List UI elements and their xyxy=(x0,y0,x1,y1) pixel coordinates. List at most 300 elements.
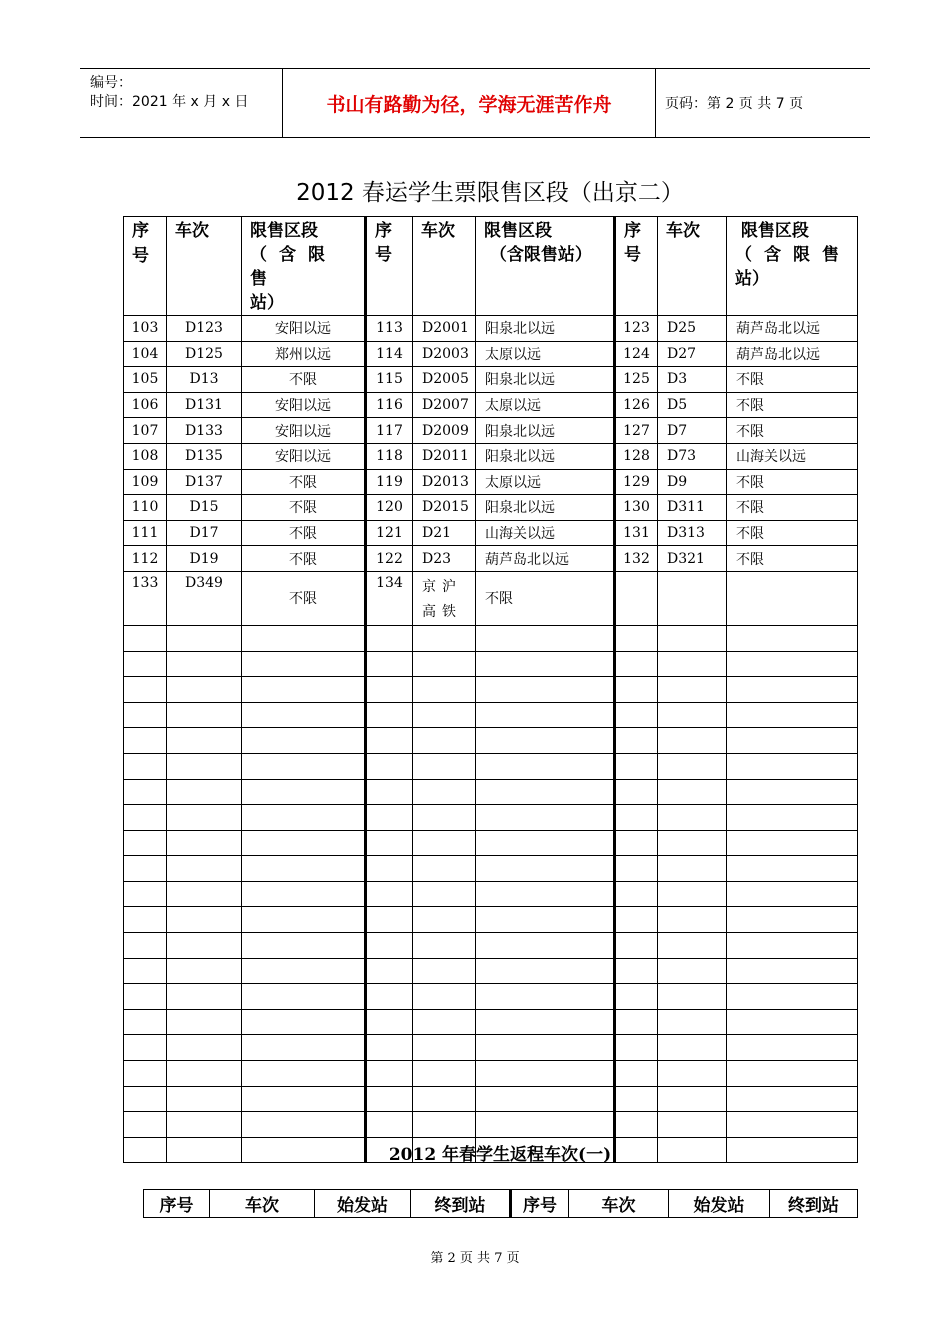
train-cell: D2009 xyxy=(413,418,476,444)
return-header-cell: 始发站 xyxy=(315,1190,411,1218)
section-cell: 不限 xyxy=(727,520,858,546)
section-cell: 不限 xyxy=(727,418,858,444)
seq-cell: 122 xyxy=(366,546,413,572)
seq-cell xyxy=(615,571,658,625)
empty-cell xyxy=(366,1061,413,1087)
empty-cell xyxy=(242,779,366,805)
train-cell: D7 xyxy=(658,418,727,444)
header-meta xyxy=(80,69,282,137)
empty-row xyxy=(124,1035,858,1061)
empty-cell xyxy=(615,702,658,728)
empty-cell xyxy=(242,1035,366,1061)
seq-cell: 128 xyxy=(615,443,658,469)
empty-cell xyxy=(167,881,242,907)
empty-cell xyxy=(615,1009,658,1035)
empty-cell xyxy=(727,1061,858,1087)
empty-cell xyxy=(615,958,658,984)
empty-cell xyxy=(167,1112,242,1138)
train-cell: D17 xyxy=(167,520,242,546)
empty-cell xyxy=(124,856,167,882)
empty-cell xyxy=(413,728,476,754)
empty-cell xyxy=(727,1035,858,1061)
seq-cell: 110 xyxy=(124,495,167,521)
return-header-cell: 始发站 xyxy=(669,1190,770,1218)
seq-cell: 116 xyxy=(366,392,413,418)
seq-cell: 119 xyxy=(366,469,413,495)
empty-cell xyxy=(366,625,413,651)
empty-cell xyxy=(413,1035,476,1061)
seq-cell: 117 xyxy=(366,418,413,444)
empty-cell xyxy=(242,805,366,831)
empty-cell xyxy=(167,779,242,805)
empty-cell xyxy=(242,984,366,1010)
empty-cell xyxy=(476,728,615,754)
empty-row xyxy=(124,779,858,805)
seq-cell: 130 xyxy=(615,495,658,521)
empty-cell xyxy=(167,933,242,959)
empty-cell xyxy=(615,1112,658,1138)
empty-cell xyxy=(413,702,476,728)
number-label: 编号： xyxy=(90,75,132,91)
empty-cell xyxy=(167,677,242,703)
seq-cell: 134 xyxy=(366,571,413,625)
section-cell: 山海关以远 xyxy=(727,443,858,469)
train-cell: D2011 xyxy=(413,443,476,469)
empty-cell xyxy=(366,856,413,882)
empty-cell xyxy=(413,753,476,779)
train-cell: D133 xyxy=(167,418,242,444)
seq-cell: 108 xyxy=(124,443,167,469)
train-cell: D313 xyxy=(658,520,727,546)
empty-row xyxy=(124,1112,858,1138)
train-cell: D5 xyxy=(658,392,727,418)
table-row xyxy=(124,367,858,393)
col-seq: 序 号 xyxy=(366,217,413,316)
return-header-cell: 车次 xyxy=(569,1190,669,1218)
empty-cell xyxy=(413,677,476,703)
table-row xyxy=(124,469,858,495)
empty-cell xyxy=(366,1009,413,1035)
empty-cell xyxy=(124,1035,167,1061)
empty-row xyxy=(124,958,858,984)
empty-cell xyxy=(658,830,727,856)
empty-cell xyxy=(366,677,413,703)
section-cell: 阳泉北以远 xyxy=(476,495,615,521)
table-header-row xyxy=(124,217,858,316)
train-cell: D125 xyxy=(167,341,242,367)
empty-cell xyxy=(658,805,727,831)
empty-cell xyxy=(476,1009,615,1035)
train-cell: D321 xyxy=(658,546,727,572)
seq-cell: 114 xyxy=(366,341,413,367)
empty-cell xyxy=(615,625,658,651)
return-header-cell: 终到站 xyxy=(411,1190,511,1218)
section-cell: 不限 xyxy=(242,520,366,546)
train-cell: D73 xyxy=(658,443,727,469)
seq-cell: 121 xyxy=(366,520,413,546)
empty-cell xyxy=(615,933,658,959)
section-cell: 阳泉北以远 xyxy=(476,443,615,469)
empty-cell xyxy=(242,1112,366,1138)
empty-cell xyxy=(476,1035,615,1061)
train-cell: D19 xyxy=(167,546,242,572)
section-cell: 不限 xyxy=(242,495,366,521)
section-cell: 安阳以远 xyxy=(242,443,366,469)
empty-cell xyxy=(413,651,476,677)
train-cell: D13 xyxy=(167,367,242,393)
section-cell: 阳泉北以远 xyxy=(476,316,615,342)
seq-cell: 118 xyxy=(366,443,413,469)
train-cell: D21 xyxy=(413,520,476,546)
empty-cell xyxy=(658,1086,727,1112)
empty-row xyxy=(124,728,858,754)
empty-row xyxy=(124,1061,858,1087)
empty-cell xyxy=(124,753,167,779)
return-header-cell: 终到站 xyxy=(770,1190,858,1218)
empty-cell xyxy=(124,805,167,831)
empty-cell xyxy=(727,1009,858,1035)
empty-cell xyxy=(658,1035,727,1061)
empty-cell xyxy=(242,907,366,933)
empty-row xyxy=(124,907,858,933)
table-row xyxy=(124,443,858,469)
seq-cell: 120 xyxy=(366,495,413,521)
section-cell: 不限 xyxy=(242,367,366,393)
empty-cell xyxy=(124,702,167,728)
train-cell: D137 xyxy=(167,469,242,495)
empty-cell xyxy=(658,728,727,754)
empty-cell xyxy=(124,625,167,651)
return-trains-table xyxy=(143,1189,858,1218)
restriction-table xyxy=(123,216,858,1163)
empty-cell xyxy=(615,677,658,703)
section-cell: 葫芦岛北以远 xyxy=(727,341,858,367)
empty-cell xyxy=(124,779,167,805)
empty-cell xyxy=(727,856,858,882)
empty-cell xyxy=(615,830,658,856)
empty-cell xyxy=(413,625,476,651)
empty-cell xyxy=(124,881,167,907)
empty-cell xyxy=(167,958,242,984)
empty-cell xyxy=(615,1086,658,1112)
train-cell: D123 xyxy=(167,316,242,342)
train-cell: D25 xyxy=(658,316,727,342)
empty-cell xyxy=(615,651,658,677)
empty-cell xyxy=(615,728,658,754)
empty-cell xyxy=(476,702,615,728)
seq-cell: 123 xyxy=(615,316,658,342)
empty-cell xyxy=(242,702,366,728)
return-header-cell: 车次 xyxy=(210,1190,315,1218)
train-cell: D3 xyxy=(658,367,727,393)
empty-row xyxy=(124,984,858,1010)
empty-cell xyxy=(658,907,727,933)
empty-cell xyxy=(413,1061,476,1087)
empty-row xyxy=(124,856,858,882)
empty-cell xyxy=(242,728,366,754)
section-cell: 不限 xyxy=(242,571,366,625)
empty-cell xyxy=(366,933,413,959)
empty-cell xyxy=(366,1086,413,1112)
table-row xyxy=(124,341,858,367)
empty-cell xyxy=(366,1035,413,1061)
section-cell: 不限 xyxy=(727,546,858,572)
seq-cell: 112 xyxy=(124,546,167,572)
empty-cell xyxy=(658,651,727,677)
col-section: 限售区段 （含限售站） xyxy=(476,217,615,316)
empty-cell xyxy=(727,881,858,907)
empty-cell xyxy=(727,907,858,933)
train-cell: D2007 xyxy=(413,392,476,418)
train-cell: D2003 xyxy=(413,341,476,367)
section-cell: 安阳以远 xyxy=(242,418,366,444)
section-cell: 安阳以远 xyxy=(242,392,366,418)
empty-cell xyxy=(242,1061,366,1087)
empty-cell xyxy=(413,958,476,984)
empty-cell xyxy=(167,1086,242,1112)
empty-cell xyxy=(366,805,413,831)
empty-cell xyxy=(615,881,658,907)
empty-cell xyxy=(658,958,727,984)
section-cell xyxy=(727,571,858,625)
empty-cell xyxy=(413,1086,476,1112)
empty-cell xyxy=(615,907,658,933)
empty-cell xyxy=(124,651,167,677)
empty-cell xyxy=(476,933,615,959)
empty-cell xyxy=(615,1035,658,1061)
empty-cell xyxy=(476,805,615,831)
empty-cell xyxy=(167,728,242,754)
section-cell: 不限 xyxy=(727,392,858,418)
section-cell: 太原以远 xyxy=(476,341,615,367)
empty-cell xyxy=(658,856,727,882)
empty-cell xyxy=(413,984,476,1010)
empty-cell xyxy=(242,933,366,959)
page-title: 2012 春运学生票限售区段（出京二） xyxy=(296,180,684,206)
section-cell: 不限 xyxy=(727,367,858,393)
empty-row xyxy=(124,881,858,907)
section-cell: 不限 xyxy=(727,469,858,495)
empty-cell xyxy=(242,830,366,856)
empty-cell xyxy=(727,702,858,728)
empty-cell xyxy=(242,856,366,882)
empty-cell xyxy=(658,881,727,907)
empty-cell xyxy=(476,907,615,933)
empty-cell xyxy=(476,779,615,805)
empty-cell xyxy=(167,856,242,882)
table-row xyxy=(124,571,858,625)
seq-cell: 126 xyxy=(615,392,658,418)
empty-cell xyxy=(366,1112,413,1138)
empty-cell xyxy=(658,702,727,728)
empty-row xyxy=(124,1009,858,1035)
empty-row xyxy=(124,625,858,651)
empty-cell xyxy=(242,881,366,907)
empty-cell xyxy=(413,881,476,907)
seq-cell: 111 xyxy=(124,520,167,546)
col-section: 限售区段 （含限售 站） xyxy=(727,217,858,316)
empty-row xyxy=(124,830,858,856)
section-cell: 葫芦岛北以远 xyxy=(727,316,858,342)
table-row xyxy=(124,495,858,521)
empty-cell xyxy=(658,753,727,779)
train-cell: D15 xyxy=(167,495,242,521)
empty-cell xyxy=(242,677,366,703)
empty-cell xyxy=(476,1112,615,1138)
empty-cell xyxy=(476,830,615,856)
seq-cell: 133 xyxy=(124,571,167,625)
empty-cell xyxy=(366,984,413,1010)
empty-cell xyxy=(658,1112,727,1138)
empty-cell xyxy=(167,1061,242,1087)
empty-cell xyxy=(413,1009,476,1035)
empty-cell xyxy=(413,779,476,805)
empty-cell xyxy=(476,625,615,651)
seq-cell: 125 xyxy=(615,367,658,393)
empty-cell xyxy=(727,728,858,754)
empty-cell xyxy=(727,805,858,831)
empty-cell xyxy=(167,625,242,651)
col-seq: 序 号 xyxy=(615,217,658,316)
empty-cell xyxy=(124,984,167,1010)
empty-row xyxy=(124,805,858,831)
empty-cell xyxy=(727,984,858,1010)
empty-cell xyxy=(727,779,858,805)
time-label: 时间：2021 年 x 月 x 日 xyxy=(90,94,249,110)
return-header-cell: 序号 xyxy=(511,1190,569,1218)
empty-cell xyxy=(413,830,476,856)
empty-cell xyxy=(658,1009,727,1035)
seq-cell: 103 xyxy=(124,316,167,342)
empty-cell xyxy=(413,856,476,882)
seq-cell: 115 xyxy=(366,367,413,393)
return-header-cell: 序号 xyxy=(144,1190,210,1218)
empty-cell xyxy=(476,753,615,779)
col-train: 车次 xyxy=(167,217,242,316)
col-train: 车次 xyxy=(413,217,476,316)
seq-cell: 113 xyxy=(366,316,413,342)
empty-row xyxy=(124,677,858,703)
empty-cell xyxy=(124,958,167,984)
empty-cell xyxy=(658,677,727,703)
section-cell: 葫芦岛北以远 xyxy=(476,546,615,572)
train-cell: D27 xyxy=(658,341,727,367)
empty-cell xyxy=(658,779,727,805)
section-cell: 不限 xyxy=(476,571,615,625)
empty-cell xyxy=(366,702,413,728)
empty-cell xyxy=(167,805,242,831)
empty-cell xyxy=(727,933,858,959)
col-section: 限售区段 （含限售 站） xyxy=(242,217,366,316)
empty-cell xyxy=(476,651,615,677)
empty-cell xyxy=(167,984,242,1010)
section-cell: 阳泉北以远 xyxy=(476,418,615,444)
empty-cell xyxy=(727,753,858,779)
empty-cell xyxy=(658,984,727,1010)
section-cell: 太原以远 xyxy=(476,469,615,495)
table-row xyxy=(124,316,858,342)
empty-row xyxy=(124,753,858,779)
empty-cell xyxy=(476,958,615,984)
page-footer: 第 2 页 共 7 页 xyxy=(430,1251,520,1266)
train-cell: D349 xyxy=(167,571,242,625)
table-row xyxy=(124,392,858,418)
empty-cell xyxy=(242,1086,366,1112)
train-cell: D2001 xyxy=(413,316,476,342)
empty-cell xyxy=(615,805,658,831)
page-info: 页码：第 2 页 共 7 页 xyxy=(665,96,804,112)
empty-cell xyxy=(167,907,242,933)
empty-cell xyxy=(476,1086,615,1112)
section-cell: 不限 xyxy=(242,546,366,572)
empty-cell xyxy=(658,933,727,959)
empty-cell xyxy=(167,651,242,677)
seq-cell: 132 xyxy=(615,546,658,572)
train-cell: D131 xyxy=(167,392,242,418)
section-cell: 太原以远 xyxy=(476,392,615,418)
empty-cell xyxy=(366,830,413,856)
empty-cell xyxy=(124,933,167,959)
empty-cell xyxy=(366,779,413,805)
empty-cell xyxy=(727,625,858,651)
table-row xyxy=(124,418,858,444)
section-cell: 安阳以远 xyxy=(242,316,366,342)
empty-cell xyxy=(727,1112,858,1138)
empty-cell xyxy=(167,1009,242,1035)
empty-cell xyxy=(615,753,658,779)
empty-cell xyxy=(366,881,413,907)
empty-cell xyxy=(476,881,615,907)
empty-cell xyxy=(167,702,242,728)
return-table-header-row xyxy=(144,1190,858,1218)
train-cell: D9 xyxy=(658,469,727,495)
col-seq: 序 号 xyxy=(124,217,167,316)
empty-cell xyxy=(658,1061,727,1087)
train-cell: D2013 xyxy=(413,469,476,495)
motto: 书山有路勤为径，学海无涯苦作舟 xyxy=(282,69,656,137)
empty-row xyxy=(124,702,858,728)
section-cell: 阳泉北以远 xyxy=(476,367,615,393)
seq-cell: 105 xyxy=(124,367,167,393)
empty-cell xyxy=(242,958,366,984)
empty-cell xyxy=(366,907,413,933)
empty-cell xyxy=(124,1112,167,1138)
empty-cell xyxy=(124,1009,167,1035)
empty-cell xyxy=(124,1061,167,1087)
empty-cell xyxy=(366,958,413,984)
empty-cell xyxy=(476,1061,615,1087)
train-cell: D135 xyxy=(167,443,242,469)
empty-cell xyxy=(124,830,167,856)
train-cell: D23 xyxy=(413,546,476,572)
section-cell: 郑州以远 xyxy=(242,341,366,367)
empty-cell xyxy=(615,856,658,882)
seq-cell: 107 xyxy=(124,418,167,444)
train-cell: D2005 xyxy=(413,367,476,393)
empty-cell xyxy=(413,1112,476,1138)
empty-cell xyxy=(727,651,858,677)
seq-cell: 109 xyxy=(124,469,167,495)
empty-cell xyxy=(366,728,413,754)
empty-cell xyxy=(727,1086,858,1112)
train-cell xyxy=(658,571,727,625)
empty-cell xyxy=(615,984,658,1010)
empty-cell xyxy=(242,625,366,651)
empty-cell xyxy=(242,753,366,779)
table-row xyxy=(124,546,858,572)
empty-cell xyxy=(124,907,167,933)
empty-row xyxy=(124,1086,858,1112)
